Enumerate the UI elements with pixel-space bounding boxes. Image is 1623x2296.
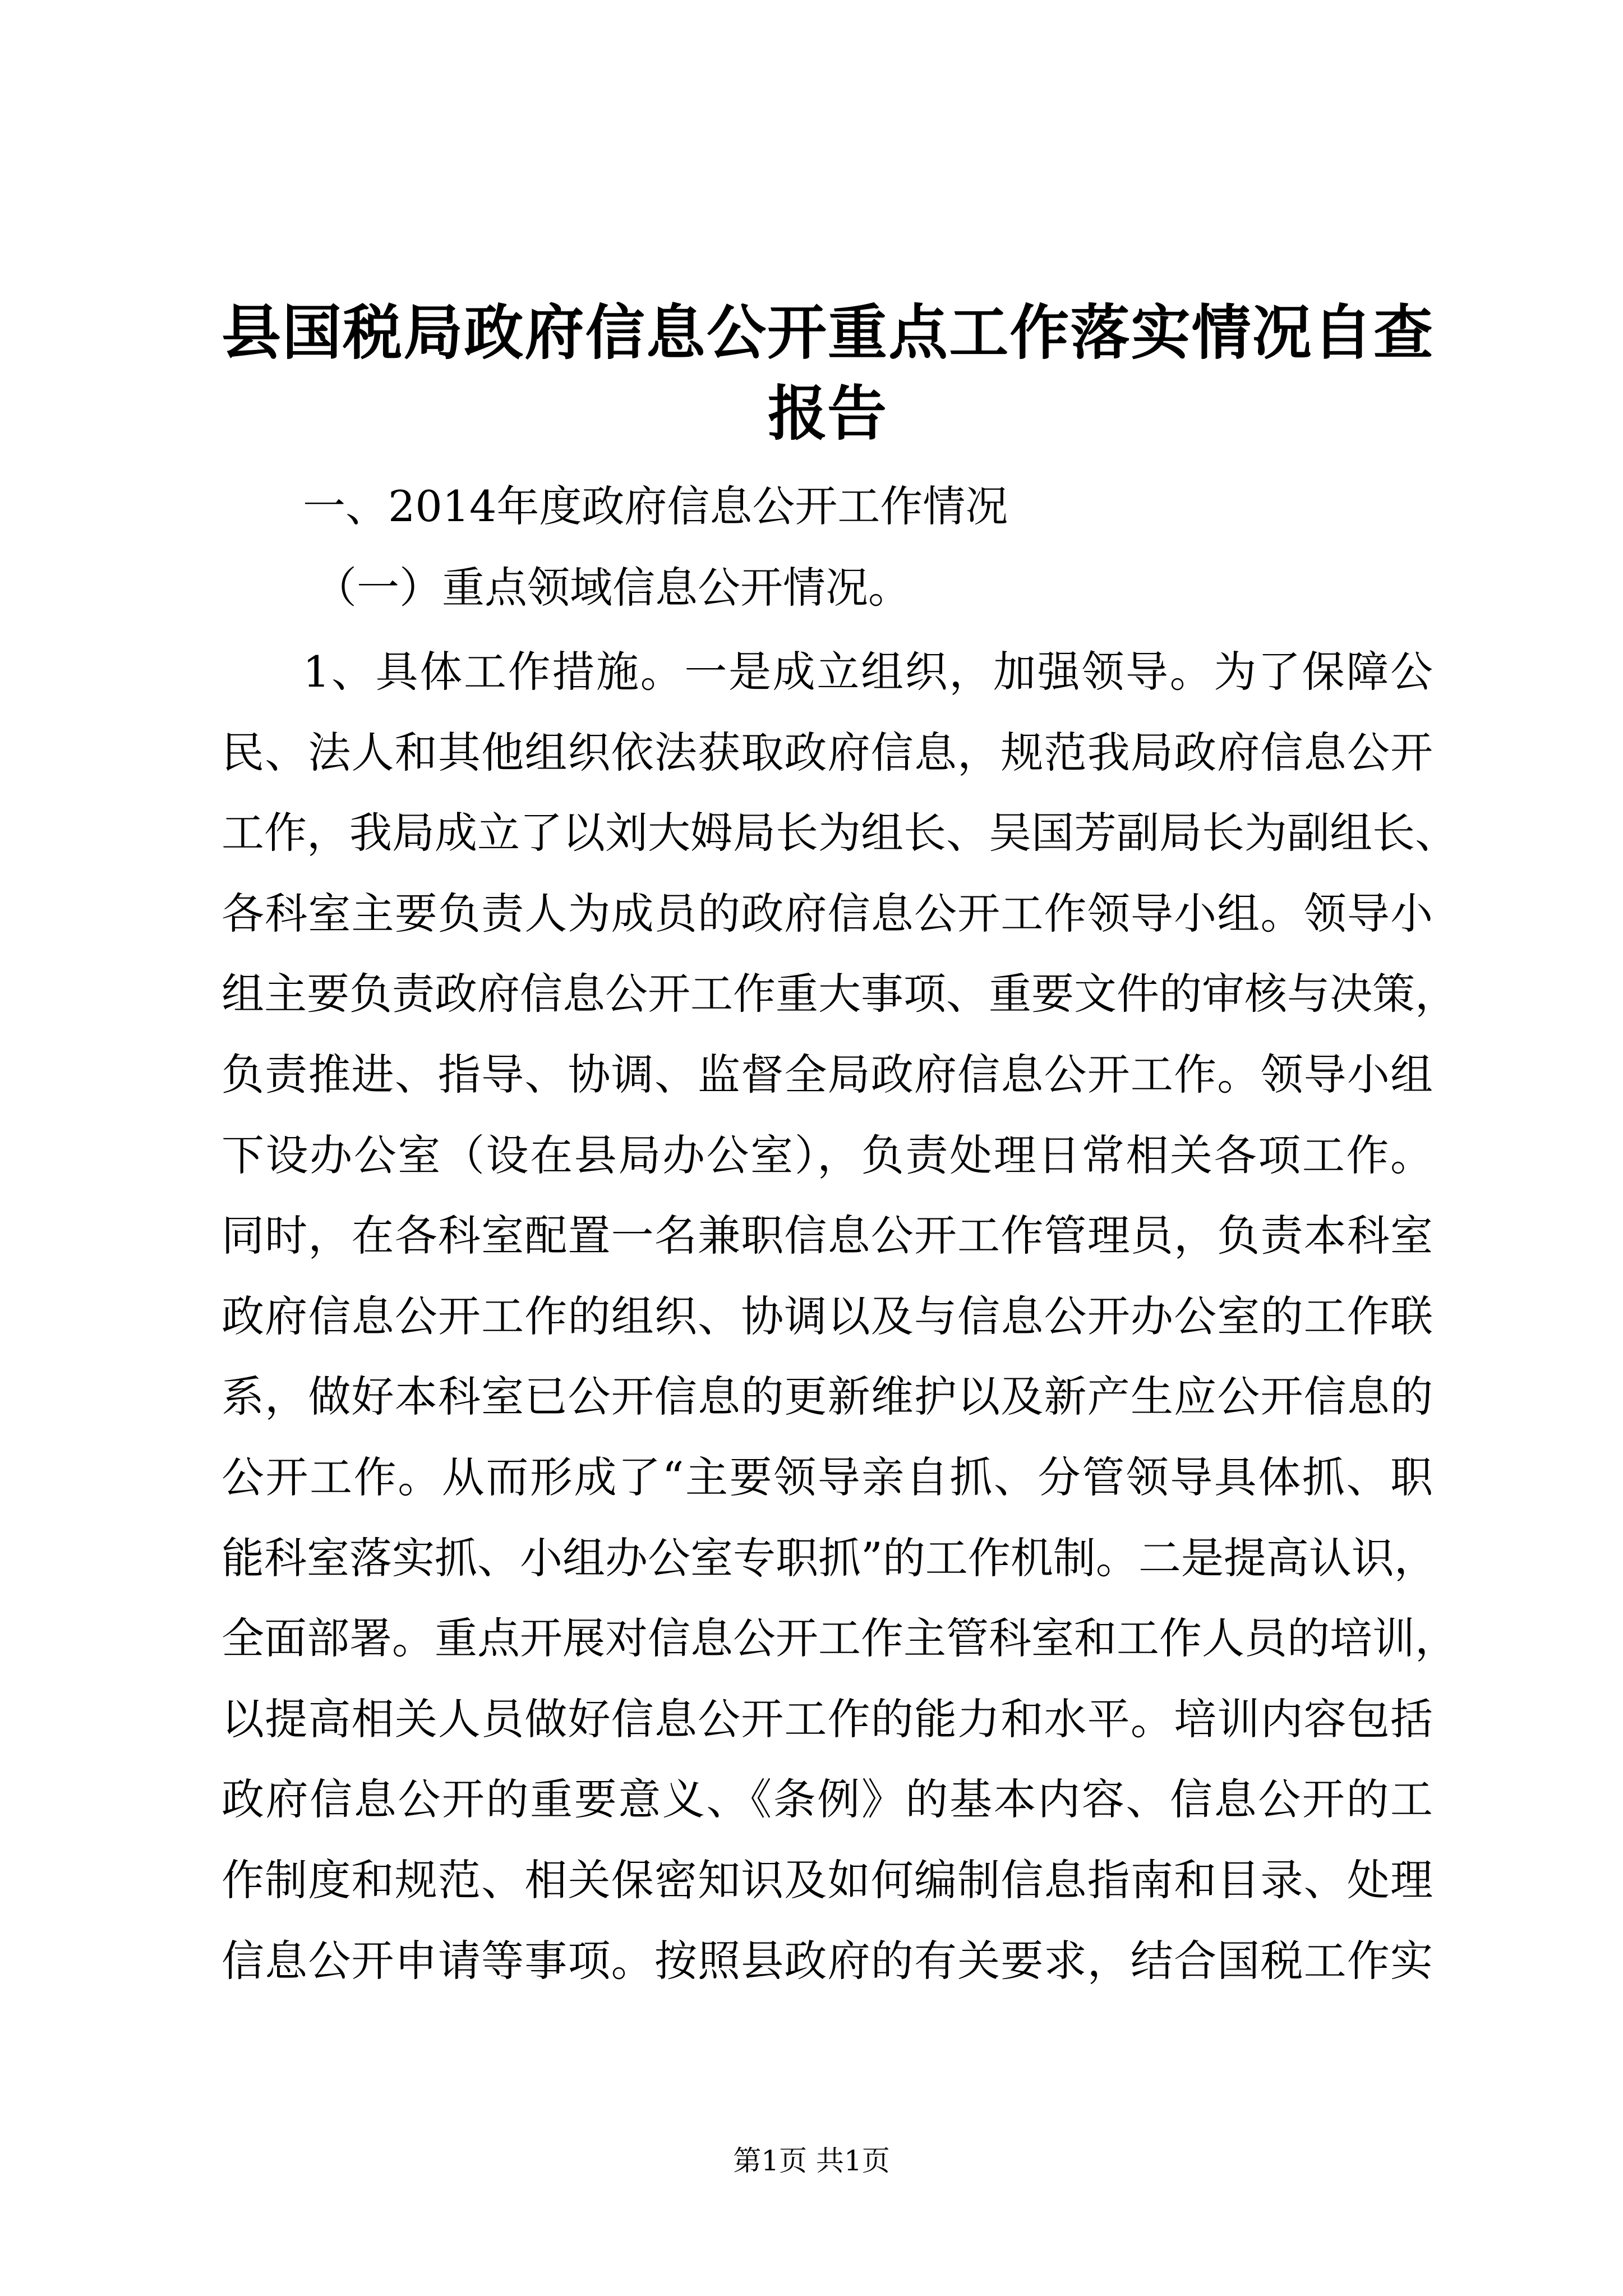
body-line: 1、具体工作措施。一是成立组织，加强领导。为了保障公 (303, 647, 1433, 697)
subsection-heading: （一）重点领域信息公开情况。 (314, 563, 911, 613)
body-line: 工作，我局成立了以刘大姆局长为组长、吴国芳副局长为副组长、 (222, 808, 1458, 858)
page-footer: 第1页 共1页 (733, 2145, 890, 2177)
body-line: 下设办公室（设在县局办公室），负责处理日常相关各项工作。 (222, 1130, 1433, 1180)
body-line: 负责推进、指导、协调、监督全局政府信息公开工作。领导小组 (222, 1049, 1433, 1099)
section-heading: 一、2014年度政府信息公开工作情况 (303, 481, 1008, 531)
body-line: 作制度和规范、相关保密知识及如何编制信息指南和目录、处理 (222, 1855, 1433, 1905)
body-line: 能科室落实抓、小组办公室专职抓”的工作机制。二是提高认识， (222, 1533, 1437, 1583)
body-line: 政府信息公开工作的组织、协调以及与信息公开办公室的工作联 (222, 1291, 1433, 1341)
body-line: 全面部署。重点开展对信息公开工作主管科室和工作人员的培训， (222, 1613, 1458, 1664)
body-line: 各科室主要负责人为成员的政府信息公开工作领导小组。领导小 (222, 888, 1433, 938)
body-line: 以提高相关人员做好信息公开工作的能力和水平。培训内容包括 (222, 1694, 1433, 1744)
body-line: 公开工作。从而形成了“主要领导亲自抓、分管领导具体抓、职 (222, 1452, 1433, 1502)
body-line: 民、法人和其他组织依法获取政府信息，规范我局政府信息公开 (222, 727, 1433, 777)
body-line: 信息公开申请等事项。按照县政府的有关要求，结合国税工作实 (222, 1935, 1433, 1986)
document-title-line-1: 县国税局政府信息公开重点工作落实情况自查 (222, 297, 1433, 367)
document-title-line-2: 报告 (768, 378, 887, 448)
body-line: 组主要负责政府信息公开工作重大事项、重要文件的审核与决策， (222, 969, 1458, 1019)
body-text (222, 644, 1458, 2013)
body-line: 政府信息公开的重要意义、《条例》的基本内容、信息公开的工 (222, 1774, 1433, 1825)
body-line: 同时，在各科室配置一名兼职信息公开工作管理员，负责本科室 (222, 1211, 1433, 1261)
body-line: 系，做好本科室已公开信息的更新维护以及新产生应公开信息的 (222, 1372, 1433, 1422)
